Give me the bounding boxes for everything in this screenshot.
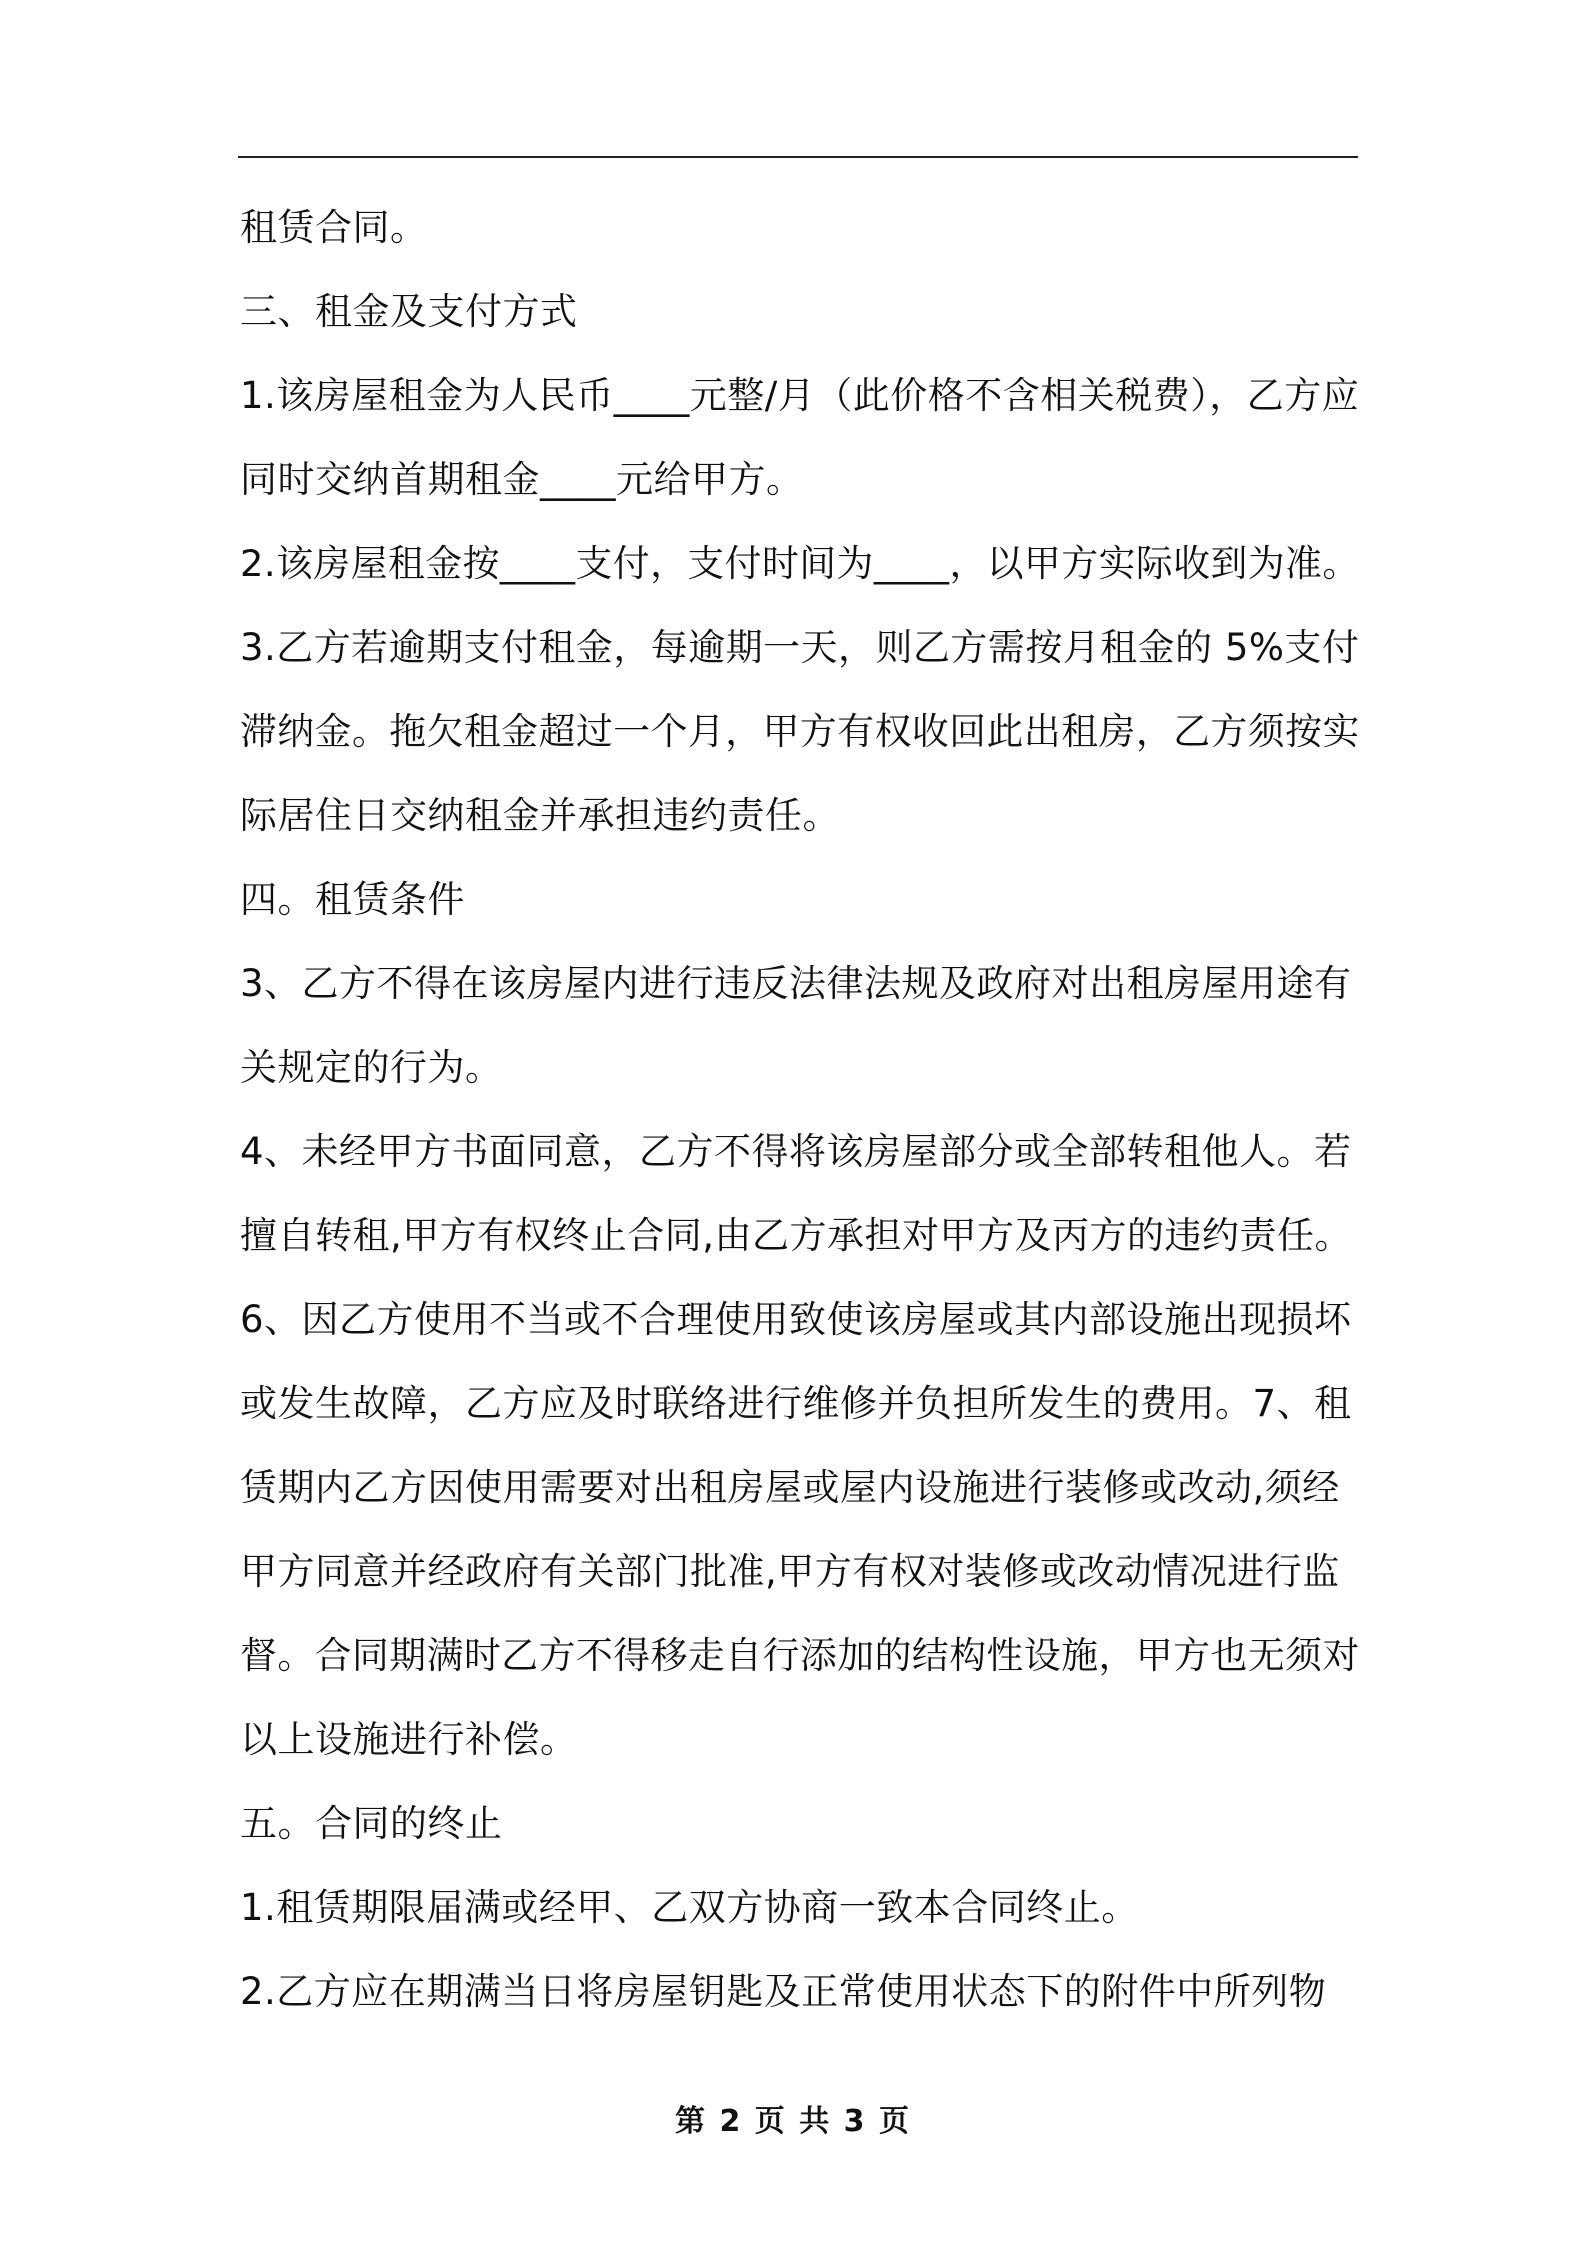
text-line: 2.该房屋租金按____支付，支付时间为____，以甲方实际收到为准。 <box>240 542 1360 585</box>
text-line: 关规定的行为。 <box>240 1046 503 1089</box>
text-line: 同时交纳首期租金____元给甲方。 <box>240 458 804 501</box>
text-line: 赁期内乙方因使用需要对出租房屋或屋内设施进行装修或改动,须经 <box>240 1466 1340 1509</box>
section-heading: 三、租金及支付方式 <box>240 290 578 333</box>
page-number: 第 2 页 共 3 页 <box>675 2104 911 2139</box>
text-line: 4、未经甲方书面同意，乙方不得将该房屋部分或全部转租他人。若 <box>240 1130 1352 1173</box>
text-line: 督。合同期满时乙方不得移走自行添加的结构性设施，甲方也无须对 <box>240 1634 1360 1677</box>
text-line: 2.乙方应在期满当日将房屋钥匙及正常使用状态下的附件中所列物 <box>240 1970 1327 2013</box>
text-line: 1.租赁期限届满或经甲、乙双方协商一致本合同终止。 <box>240 1886 1139 1929</box>
section-heading: 五。合同的终止 <box>240 1802 503 1845</box>
header-rule <box>238 156 1358 158</box>
text-line: 3.乙方若逾期支付租金，每逾期一天，则乙方需按月租金的 5%支付 <box>240 626 1360 669</box>
text-line: 际居住日交纳租金并承担违约责任。 <box>240 794 840 837</box>
text-line: 擅自转租,甲方有权终止合同,由乙方承担对甲方及丙方的违约责任。 <box>240 1214 1353 1257</box>
text-line: 1.该房屋租金为人民币____元整/月（此价格不含相关税费），乙方应 <box>240 374 1360 417</box>
document-body <box>240 186 1360 2034</box>
section-heading: 四。租赁条件 <box>240 878 465 921</box>
text-line: 滞纳金。拖欠租金超过一个月，甲方有权收回此出租房，乙方须按实 <box>240 710 1360 753</box>
text-line: 6、因乙方使用不当或不合理使用致使该房屋或其内部设施出现损坏 <box>240 1298 1352 1341</box>
text-line: 租赁合同。 <box>240 206 428 249</box>
text-line: 或发生故障，乙方应及时联络进行维修并负担所发生的费用。7、租 <box>240 1382 1352 1425</box>
text-line: 甲方同意并经政府有关部门批准,甲方有权对装修或改动情况进行监 <box>240 1550 1340 1593</box>
text-line: 以上设施进行补偿。 <box>240 1718 578 1761</box>
text-line: 3、乙方不得在该房屋内进行违反法律法规及政府对出租房屋用途有 <box>240 962 1352 1005</box>
